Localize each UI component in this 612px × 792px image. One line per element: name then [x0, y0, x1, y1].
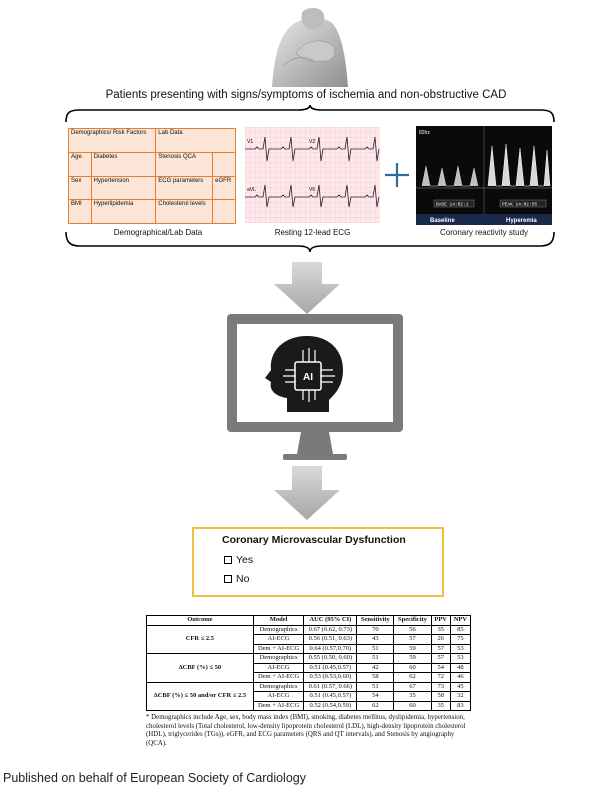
- table-cell: Demographics: [253, 682, 304, 692]
- table-cell: Dem + AI-ECG: [253, 701, 304, 711]
- caption-demographics: Demographical/Lab Data: [113, 228, 203, 237]
- table-cell: 53: [450, 654, 470, 664]
- col-header: Sensitivity: [357, 616, 394, 626]
- table-cell: 58: [357, 673, 394, 683]
- table-cell: 54: [357, 692, 394, 702]
- table-cell: Demographics: [253, 625, 304, 635]
- checkbox-icon[interactable]: [224, 575, 232, 583]
- plus-icon: [382, 160, 412, 190]
- table-cell: 35: [394, 692, 431, 702]
- ai-chip-label: AI: [303, 372, 313, 383]
- table-cell: 0.52 (0.54,0.59): [304, 701, 357, 711]
- table-cell: 48: [450, 663, 470, 673]
- table-cell: Dem + AI-ECG: [253, 673, 304, 683]
- echo-base-label: BASE 14:02:1: [436, 202, 469, 208]
- option-yes[interactable]: [224, 554, 253, 566]
- headline: Patients presenting with signs/symptoms of ischemia and non-obstructive CAD: [105, 89, 507, 101]
- option-label: Yes: [236, 554, 254, 566]
- table-cell: AI-ECG: [253, 663, 304, 673]
- table-cell: AI-ECG: [253, 692, 304, 702]
- down-arrow-icon: [272, 262, 342, 314]
- outcome-box: [192, 527, 444, 597]
- col-header: AUC (95% CI): [304, 616, 357, 626]
- ecg-lead-label: V2: [309, 139, 316, 145]
- echo-baseline-label: Baseline: [430, 218, 455, 224]
- table-cell: 42: [357, 663, 394, 673]
- table-cell: 57: [394, 635, 431, 645]
- demo-cell: Hyperlipidemia: [91, 200, 156, 224]
- demo-cell: eGFR: [213, 176, 236, 200]
- table-cell: 0.61 (0.57, 0.66): [304, 682, 357, 692]
- demo-cell: ECG parameters: [156, 176, 213, 200]
- table-cell: 62: [394, 673, 431, 683]
- table-cell: 70: [357, 625, 394, 635]
- down-arrow-icon: [272, 466, 342, 520]
- table-cell: 51: [357, 654, 394, 664]
- caption-echo: Coronary reactivity study: [439, 228, 529, 237]
- table-cell: 0.51 (0.45,0.57): [304, 663, 357, 673]
- results-table: [146, 615, 471, 711]
- col-header: NPV: [450, 616, 470, 626]
- demo-cell: Demographics/ Risk Factors: [69, 129, 156, 153]
- col-header: Specificity: [394, 616, 431, 626]
- table-cell: 75: [450, 635, 470, 645]
- table-header-row: [147, 616, 471, 626]
- table-cell: 59: [394, 644, 431, 654]
- table-cell: 0.51 (0.45,0.57): [304, 692, 357, 702]
- demographics-lab-table: [68, 128, 236, 224]
- echo-scale-label: 82hz: [419, 130, 430, 136]
- demo-cell: [213, 152, 236, 176]
- option-no[interactable]: [224, 573, 249, 585]
- table-cell: 26: [431, 635, 450, 645]
- table-row: [69, 152, 236, 176]
- table-row: [69, 129, 236, 153]
- table-cell: Dem + AI-ECG: [253, 644, 304, 654]
- checkbox-icon[interactable]: [224, 556, 232, 564]
- table-cell: 58: [431, 692, 450, 702]
- option-label: No: [236, 573, 250, 585]
- table-cell: 0.55 (0.50, 0.60): [304, 654, 357, 664]
- table-cell: 46: [450, 673, 470, 683]
- table-cell: 0.56 (0.51, 0.63): [304, 635, 357, 645]
- table-row: [147, 625, 471, 635]
- ecg-strip-image: [245, 127, 380, 223]
- table-cell: 85: [450, 625, 470, 635]
- table-cell: 73: [431, 682, 450, 692]
- demo-cell: Age: [69, 152, 92, 176]
- outcome-title: Coronary Microvascular Dysfunction: [222, 534, 406, 546]
- table-row: [147, 682, 471, 692]
- table-cell: 60: [394, 663, 431, 673]
- table-row: [69, 176, 236, 200]
- table-cell: 51: [357, 644, 394, 654]
- table-cell: 0.64 (0.57,0.70): [304, 644, 357, 654]
- demo-cell: BMI: [69, 200, 92, 224]
- col-header: Model: [253, 616, 304, 626]
- col-header: Outcome: [147, 616, 254, 626]
- table-row: [69, 200, 236, 224]
- table-cell: 57: [431, 644, 450, 654]
- table-cell: 0.67 (0.62, 0.73): [304, 625, 357, 635]
- table-cell: 43: [357, 635, 394, 645]
- table-cell: 51: [357, 682, 394, 692]
- ecg-lead-label: aVL: [247, 187, 256, 193]
- table-cell: 45: [450, 682, 470, 692]
- demo-cell: Sex: [69, 176, 92, 200]
- demo-cell: Cholesterol levels: [156, 200, 213, 224]
- ecg-lead-label: V6: [309, 187, 316, 193]
- table-cell: 53: [450, 644, 470, 654]
- table-cell: Demographics: [253, 654, 304, 664]
- table-cell: 59: [394, 654, 431, 664]
- echo-hyperemia-label: Hyperemia: [506, 218, 537, 224]
- table-cell: 60: [394, 701, 431, 711]
- outcome-cell: ΔCBF (%) ≤ 50 and/or CFR ≤ 2.5: [147, 682, 254, 711]
- echo-peak-label: PEAK 14:02:55: [502, 202, 538, 208]
- demo-cell: Diabetes: [91, 152, 156, 176]
- patient-chest-pain-illustration: [262, 5, 354, 87]
- table-row: [147, 654, 471, 664]
- table-footnote: * Demographics include Age, sex, body mass index (BMI), smoking, diabetes mellitus, dyslipidemia, hypertension, cholesterol levels (Total cholesterol, low-density lipoprotein cholesterol (LDL), high-density lipoprotein cholesterol (HDL), triglycerides (TGs)), eGFR, and ECG parameters (QRS and QT intervals), and Stenosis by angiography (QCA).: [146, 714, 466, 747]
- table-cell: 35: [431, 701, 450, 711]
- demo-cell: Lab Data: [156, 129, 236, 153]
- ai-monitor-illustration: [225, 312, 405, 464]
- table-cell: 0.53 (0.53,0.60): [304, 673, 357, 683]
- table-cell: 83: [450, 701, 470, 711]
- demo-cell: Hypertension: [91, 176, 156, 200]
- table-cell: AI-ECG: [253, 635, 304, 645]
- outcome-cell: ΔCBF (%) ≤ 50: [147, 654, 254, 683]
- ecg-lead-label: V1: [247, 139, 254, 145]
- table-cell: 54: [431, 663, 450, 673]
- doppler-reactivity-image: [416, 126, 552, 225]
- demo-cell: [213, 200, 236, 224]
- demo-cell: Stenosis QCA: [156, 152, 213, 176]
- table-cell: 56: [394, 625, 431, 635]
- table-cell: 62: [357, 701, 394, 711]
- table-cell: 35: [431, 625, 450, 635]
- table-cell: 72: [431, 673, 450, 683]
- caption-ecg: Resting 12-lead ECG: [274, 228, 351, 237]
- table-cell: 32: [450, 692, 470, 702]
- outcome-cell: CFR ≤ 2.5: [147, 625, 254, 654]
- table-cell: 67: [394, 682, 431, 692]
- table-cell: 57: [431, 654, 450, 664]
- publisher-footer: Published on behalf of European Society of Cardiology: [3, 771, 306, 785]
- col-header: PPV: [431, 616, 450, 626]
